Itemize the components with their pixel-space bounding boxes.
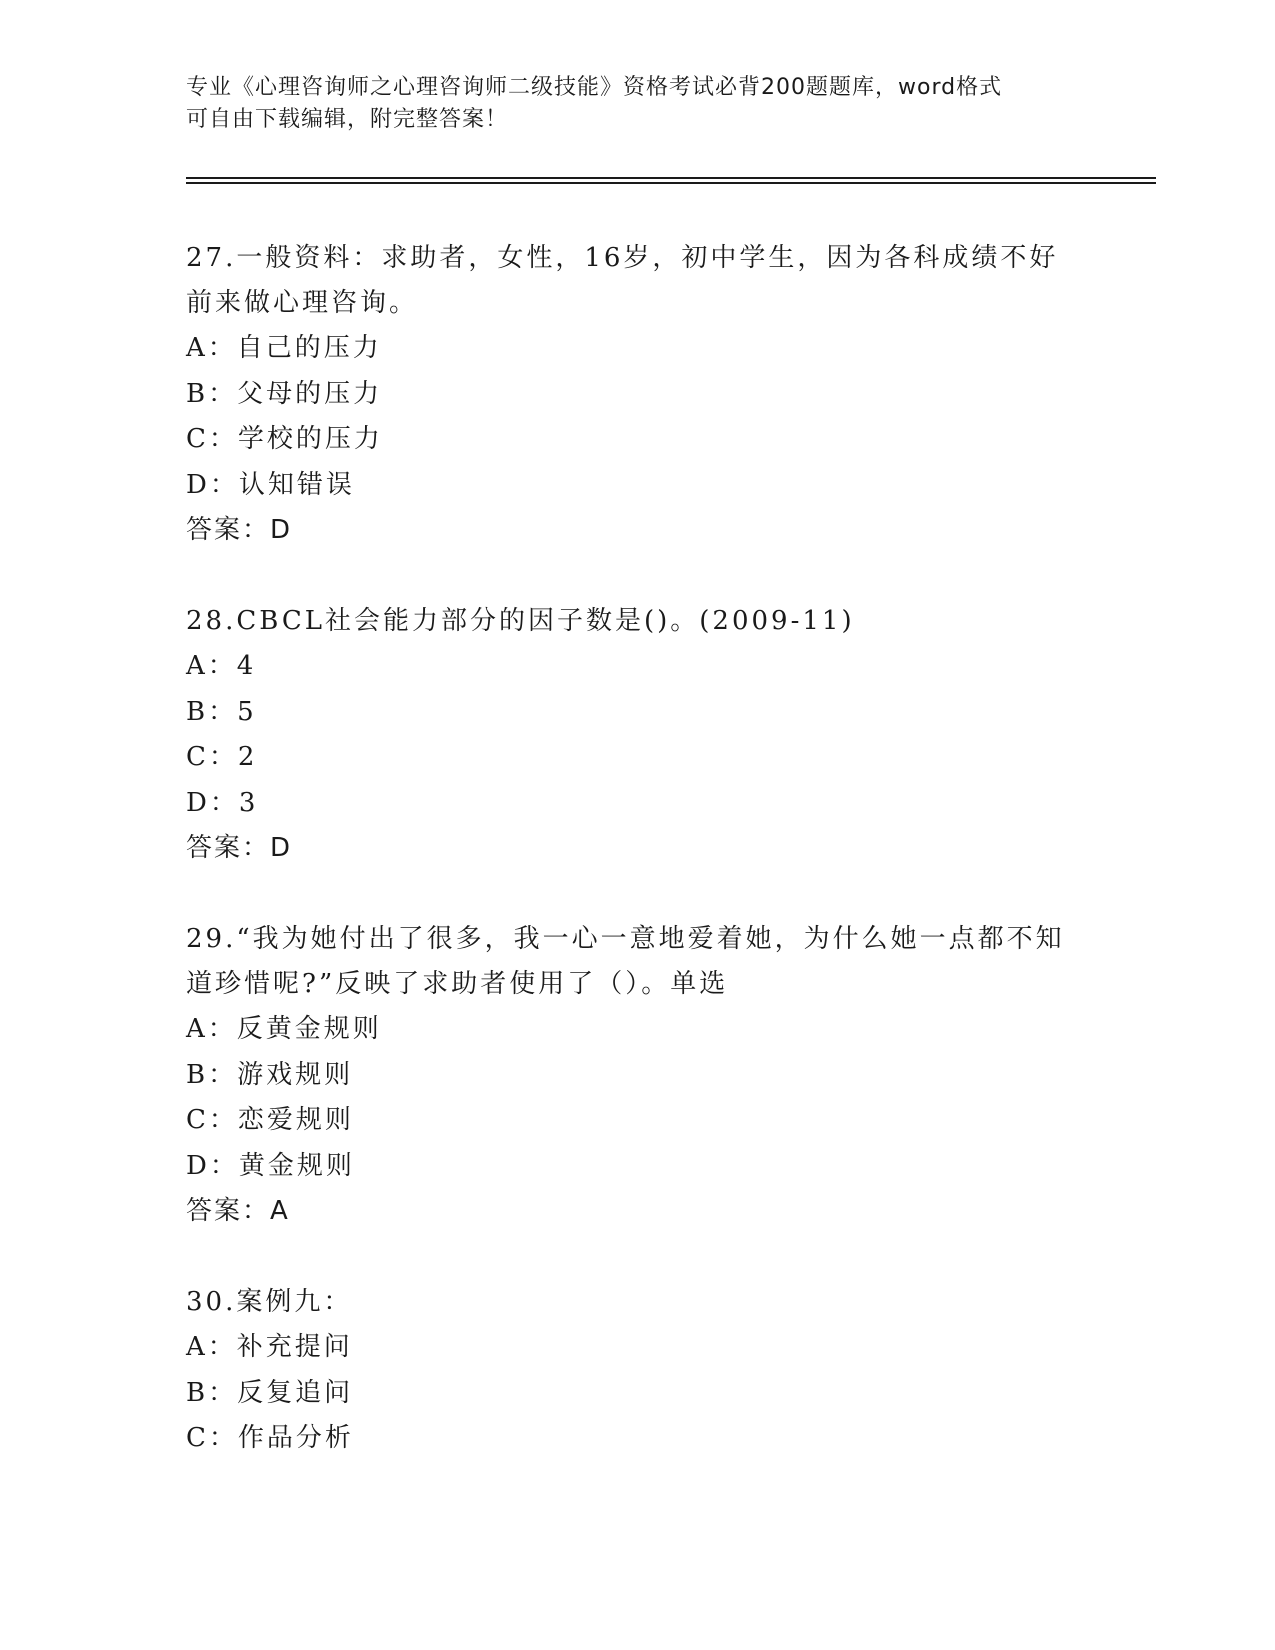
answer: 答案：D: [186, 515, 293, 545]
answer: 答案：D: [186, 833, 293, 863]
option-b: B：5: [186, 696, 257, 727]
answer: 答案：A: [186, 1196, 290, 1226]
question-list: [186, 236, 1086, 1508]
option-a: A：反黄金规则: [186, 1014, 382, 1044]
question-text: 27.一般资料：求助者，女性，16岁，初中学生，因为各科成绩不好前来做心理咨询。: [186, 243, 1059, 318]
option-d: D：认知错误: [186, 469, 355, 500]
header-line-1: 专业《心理咨询师之心理咨询师二级技能》资格考试必背200题题库，word格式: [186, 75, 1003, 100]
option-b: B：父母的压力: [186, 378, 383, 409]
question-text: 28.CBCL社会能力部分的因子数是()。(2009-11): [186, 606, 855, 636]
option-b: B：游戏规则: [186, 1059, 354, 1090]
question-text: 30.案例九：: [186, 1287, 353, 1317]
header-line-2: 可自由下载编辑，附完整答案！: [186, 107, 509, 132]
option-b: B：反复追问: [186, 1377, 354, 1408]
option-a: A：自己的压力: [186, 333, 382, 363]
option-a: A：补充提问: [186, 1332, 353, 1362]
option-c: C：恋爱规则: [186, 1105, 354, 1135]
option-c: C：作品分析: [186, 1423, 354, 1453]
question-29: [186, 917, 1086, 1234]
option-a: A：4: [186, 651, 257, 681]
question-27: [186, 236, 1086, 553]
option-d: D：3: [186, 787, 259, 818]
header-divider-top: [186, 177, 1156, 179]
option-c: C：学校的压力: [186, 424, 383, 454]
option-c: C：2: [186, 742, 258, 772]
option-d: D：黄金规则: [186, 1150, 355, 1181]
header-divider-bottom: [186, 182, 1156, 184]
document-header: [186, 72, 1086, 136]
question-30: [186, 1280, 1086, 1462]
question-28: [186, 599, 1086, 871]
question-text: 29.“我为她付出了很多，我一心一意地爱着她，为什么她一点都不知道珍惜呢?”反映了求助者使用了（）。单选: [186, 924, 1065, 999]
